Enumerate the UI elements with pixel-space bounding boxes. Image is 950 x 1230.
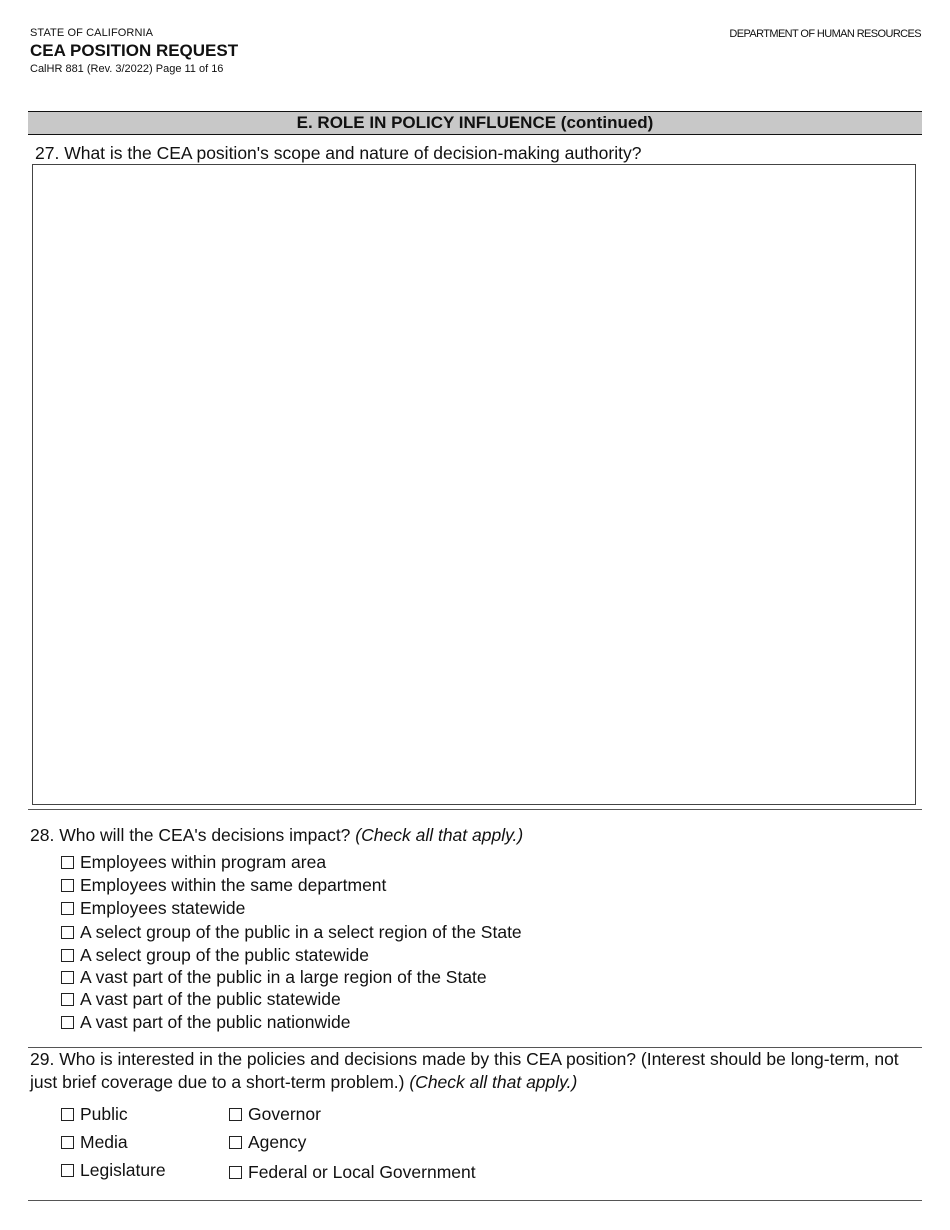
checkbox[interactable] [61,1136,74,1149]
checkbox[interactable] [61,1108,74,1121]
q29-option[interactable] [61,1160,166,1181]
question-28-text: 28. Who will the CEA's decisions impact? [30,825,351,845]
divider [28,1200,922,1201]
q29-option-label: Public [80,1104,128,1124]
checkbox[interactable] [229,1166,242,1179]
checkbox[interactable] [61,902,74,915]
q29-option[interactable] [229,1104,321,1125]
divider [28,809,922,810]
q28-option-label: A vast part of the public nationwide [80,1012,351,1032]
question-28 [30,825,523,846]
q28-option[interactable] [61,1012,350,1033]
q29-option-label: Governor [248,1104,321,1124]
form-header [30,27,238,75]
checkbox[interactable] [61,1016,74,1029]
checkbox[interactable] [61,993,74,1006]
q28-option-label: Employees within program area [80,852,327,872]
checkbox[interactable] [61,1164,74,1177]
checkbox[interactable] [61,949,74,962]
checkbox[interactable] [61,971,74,984]
checkbox[interactable] [61,926,74,939]
q28-option[interactable] [61,898,245,919]
q29-option[interactable] [61,1132,128,1153]
q28-option[interactable] [61,989,341,1010]
question-29 [30,1048,900,1094]
question-29-text: 29. Who is interested in the policies and decisions made by this CEA position? (Interest should be long-term, not just brief coverage due to a short-term problem.) [30,1049,899,1092]
q28-option-label: A vast part of the public statewide [80,989,341,1009]
q28-option-label: Employees within the same department [80,875,387,895]
checkbox[interactable] [229,1108,242,1121]
q29-option[interactable] [229,1162,476,1183]
checkbox[interactable] [61,856,74,869]
q28-option-label: A select group of the public statewide [80,945,369,965]
department-label: DEPARTMENT OF HUMAN RESOURCES [729,28,921,40]
q28-option[interactable] [61,852,326,873]
q28-option-label: A select group of the public in a select region of the State [80,922,522,942]
form-revision: CalHR 881 (Rev. 3/2022) Page 11 of 16 [30,63,224,75]
q28-option[interactable] [61,945,369,966]
q28-option-label: Employees statewide [80,898,246,918]
section-title: E. ROLE IN POLICY INFLUENCE (continued) [28,111,922,135]
q29-option[interactable] [229,1132,306,1153]
q29-option-label: Media [80,1132,128,1152]
q28-option[interactable] [61,967,487,988]
q29-option-label: Federal or Local Government [248,1162,476,1182]
checkbox[interactable] [229,1136,242,1149]
form-title: CEA POSITION REQUEST [30,41,239,60]
checkbox[interactable] [61,879,74,892]
q28-option[interactable] [61,875,386,896]
q28-option-label: A vast part of the public in a large region of the State [80,967,487,987]
state-label: STATE OF CALIFORNIA [30,27,154,39]
q29-option[interactable] [61,1104,128,1125]
q28-option[interactable] [61,922,522,943]
q29-option-label: Legislature [80,1160,166,1180]
question-27-answer-field[interactable] [32,164,916,805]
question-29-note: (Check all that apply.) [409,1072,578,1092]
question-28-note: (Check all that apply.) [355,825,524,845]
q29-option-label: Agency [248,1132,307,1152]
question-27: 27. What is the CEA position's scope and nature of decision-making authority? [35,143,642,163]
